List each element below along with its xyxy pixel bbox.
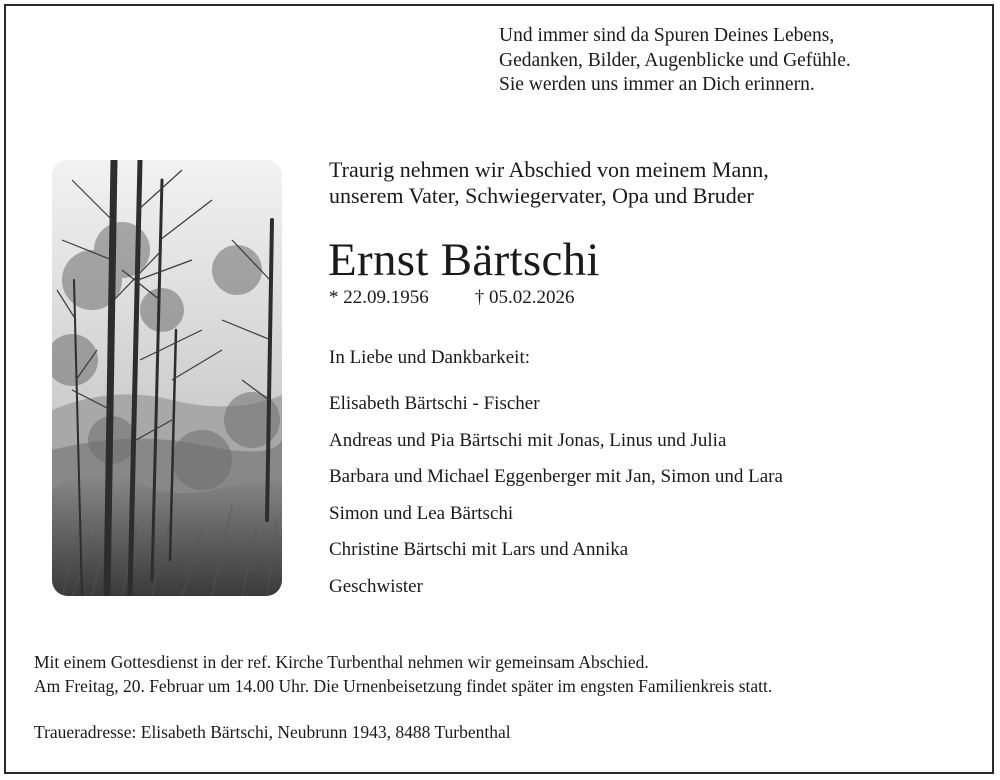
- forest-photo: [52, 160, 282, 596]
- quote-line: Gedanken, Bilder, Augenblicke und Gefühle.: [499, 49, 851, 71]
- life-dates: [329, 286, 575, 310]
- service-line: Am Freitag, 20. Februar um 14.00 Uhr. Die Urnenbeisetzung findet später im engsten Familienkreis statt.: [34, 676, 773, 696]
- mourners-list: [329, 392, 783, 611]
- intro-line: Traurig nehmen wir Abschied von meinem Mann,: [329, 157, 769, 182]
- birth-date: * 22.09.1956: [329, 287, 429, 308]
- mourning-address: Traueradresse: Elisabeth Bärtschi, Neubrunn 1943, 8488 Turbenthal: [34, 722, 511, 742]
- memorial-quote: [499, 24, 959, 98]
- mourner-item: Andreas und Pia Bärtschi mit Jonas, Linus und Julia: [329, 429, 727, 451]
- intro-text: [329, 157, 949, 209]
- forest-photo-image: [52, 160, 282, 596]
- death-date: † 05.02.2026: [474, 287, 575, 308]
- service-line: Mit einem Gottesdienst in der ref. Kirche Turbenthal nehmen wir gemeinsam Abschied.: [34, 652, 649, 672]
- quote-line: Und immer sind da Spuren Deines Lebens,: [499, 25, 835, 46]
- mourner-item: Simon und Lea Bärtschi: [329, 502, 514, 524]
- mourner-item: Geschwister: [329, 575, 423, 597]
- mourner-item: Christine Bärtschi mit Lars und Annika: [329, 539, 629, 560]
- service-info: [34, 650, 964, 698]
- mourner-item: Elisabeth Bärtschi - Fischer: [329, 393, 540, 414]
- deceased-name: Ernst Bärtschi: [328, 234, 600, 286]
- thanks-heading: In Liebe und Dankbarkeit:: [329, 347, 531, 368]
- quote-line: Sie werden uns immer an Dich erinnern.: [499, 74, 815, 95]
- intro-line: unserem Vater, Schwiegervater, Opa und Bruder: [329, 183, 754, 208]
- mourner-item: Barbara und Michael Eggenberger mit Jan, Simon und Lara: [329, 466, 783, 487]
